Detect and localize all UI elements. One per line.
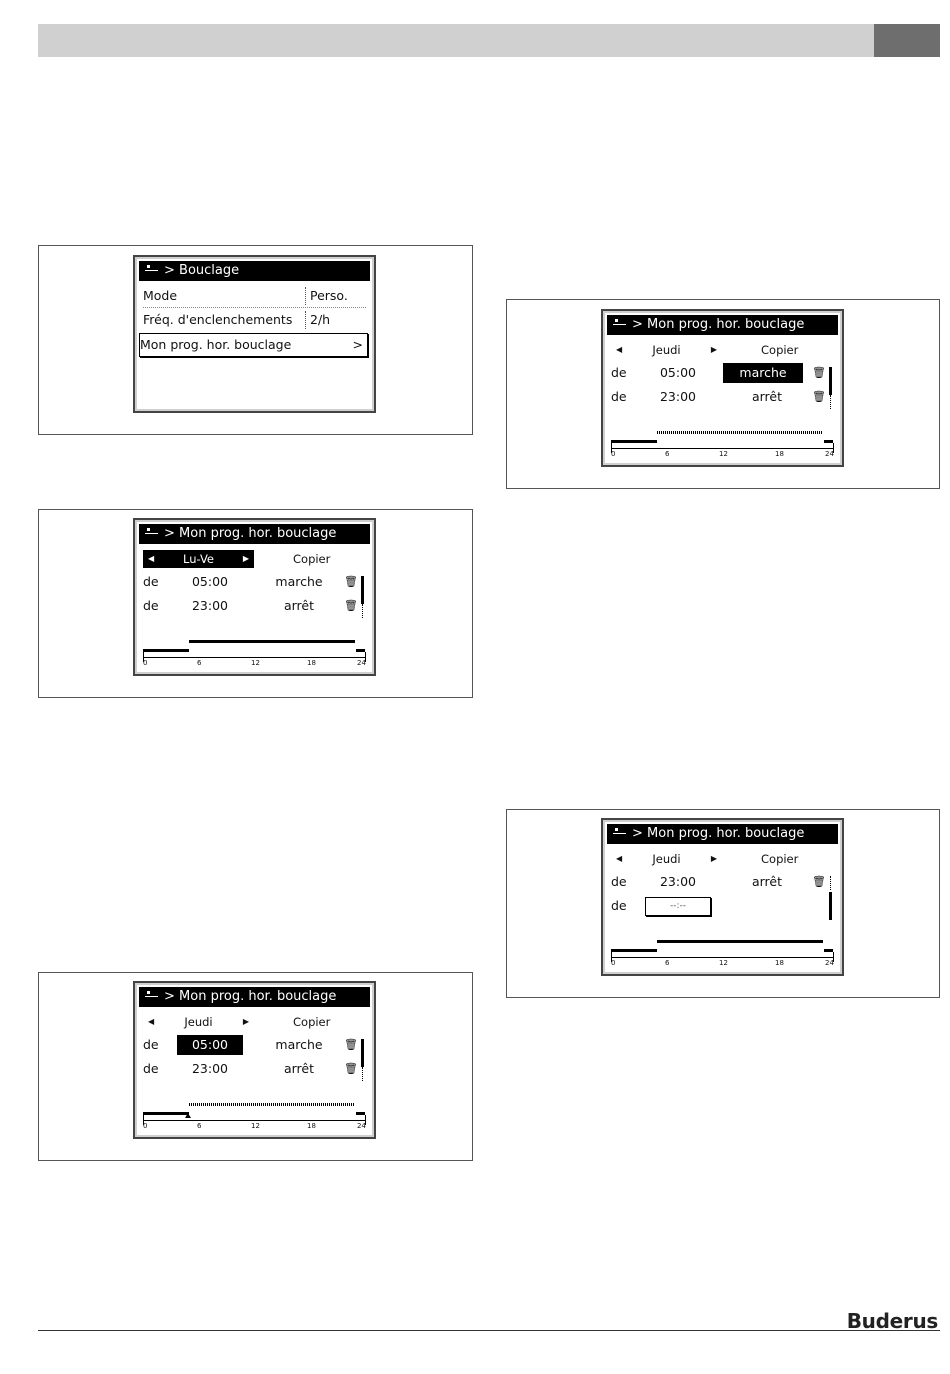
day-selector-row xyxy=(611,341,834,359)
footer-rule xyxy=(38,1330,940,1331)
tick-label: 24 xyxy=(825,959,834,967)
trash-icon[interactable]: 🗑 xyxy=(344,599,358,612)
tick-label: 18 xyxy=(307,659,316,667)
time-input[interactable]: --:-- xyxy=(645,897,711,916)
display-program xyxy=(601,309,844,467)
trash-icon[interactable]: 🗑 xyxy=(344,1038,358,1051)
menu-value: 2/h xyxy=(305,311,330,329)
timeline-axis xyxy=(611,448,834,449)
tick-label: 18 xyxy=(775,959,784,967)
scrollbar-thumb[interactable] xyxy=(361,1039,364,1067)
time-value[interactable]: 23:00 xyxy=(191,1061,229,1076)
triangle-left-icon[interactable]: ◀ xyxy=(148,1017,155,1026)
display-program xyxy=(133,981,376,1139)
title-text: > Mon prog. hor. bouclage xyxy=(632,317,805,332)
tick-label: 6 xyxy=(665,450,670,458)
tick-label: 24 xyxy=(825,450,834,458)
copy-button[interactable]: Copier xyxy=(293,1015,331,1029)
circulation-pump-icon xyxy=(613,827,629,837)
tick-label: 6 xyxy=(197,659,202,667)
timeline-on-segment xyxy=(824,949,833,952)
copy-button[interactable]: Copier xyxy=(293,552,331,566)
state-value[interactable]: marche xyxy=(275,574,323,589)
day-label: Jeudi xyxy=(652,343,681,357)
scrollbar-track xyxy=(830,395,832,409)
state-value[interactable]: marche xyxy=(275,1037,323,1052)
prefix-label: de xyxy=(143,598,159,613)
tick-label: 0 xyxy=(143,1122,148,1130)
display-program xyxy=(601,818,844,976)
timeline xyxy=(611,936,834,966)
trash-icon[interactable]: 🗑 xyxy=(812,366,826,379)
day-selector-row xyxy=(143,550,366,568)
screen-title xyxy=(139,524,370,544)
time-value[interactable]: 05:00 xyxy=(191,574,229,589)
timeline-on-segment xyxy=(143,1112,189,1115)
trash-icon[interactable]: 🗑 xyxy=(344,575,358,588)
switch-point-row[interactable] xyxy=(143,572,366,592)
tick-label: 12 xyxy=(719,959,728,967)
day-label: Jeudi xyxy=(184,1015,213,1029)
circulation-pump-icon xyxy=(145,990,161,1000)
circulation-pump-icon xyxy=(613,318,629,328)
day-selector[interactable] xyxy=(611,341,722,359)
figure-frame-bouclage xyxy=(38,245,473,435)
day-selector[interactable] xyxy=(143,1013,254,1031)
copy-button[interactable]: Copier xyxy=(761,343,799,357)
tick-label: 6 xyxy=(197,1122,202,1130)
tick-label: 6 xyxy=(665,959,670,967)
menu-label: Mon prog. hor. bouclage xyxy=(140,337,292,352)
copy-button[interactable]: Copier xyxy=(761,852,799,866)
prefix-label: de xyxy=(611,365,627,380)
chevron-right-icon: > xyxy=(352,337,363,352)
timeline xyxy=(143,1099,366,1129)
time-marker-icon xyxy=(185,1113,191,1118)
triangle-right-icon[interactable]: ▶ xyxy=(710,345,717,354)
day-selector-row xyxy=(611,850,834,868)
title-text: > Mon prog. hor. bouclage xyxy=(164,989,337,1004)
state-value-selected[interactable]: marche xyxy=(723,363,803,383)
state-value[interactable]: arrêt xyxy=(283,598,315,613)
timeline-axis xyxy=(143,1120,366,1121)
time-value-selected[interactable]: 05:00 xyxy=(177,1035,243,1055)
prefix-label: de xyxy=(611,874,627,889)
display-bouclage xyxy=(133,255,376,413)
screen-title xyxy=(607,824,838,844)
tick-label: 12 xyxy=(251,659,260,667)
menu-item-frequency[interactable] xyxy=(143,309,366,331)
trash-icon[interactable]: 🗑 xyxy=(344,1062,358,1075)
switch-point-row-new[interactable] xyxy=(611,896,834,916)
timeline-on-segment xyxy=(611,440,657,443)
tick-label: 12 xyxy=(251,1122,260,1130)
switch-point-row[interactable] xyxy=(611,387,834,407)
time-value[interactable]: 23:00 xyxy=(659,874,697,889)
scrollbar-track xyxy=(362,1067,364,1081)
time-value[interactable]: 23:00 xyxy=(659,389,697,404)
state-value[interactable]: arrêt xyxy=(283,1061,315,1076)
switch-point-row[interactable] xyxy=(143,1059,366,1079)
scrollbar-track xyxy=(830,876,832,890)
screen-title xyxy=(607,315,838,335)
tick-label: 0 xyxy=(611,450,616,458)
tick-label: 12 xyxy=(719,450,728,458)
triangle-right-icon[interactable]: ▶ xyxy=(242,1017,249,1026)
triangle-right-icon[interactable]: ▶ xyxy=(710,854,717,863)
switch-point-row[interactable] xyxy=(143,1035,366,1055)
header-bar xyxy=(38,24,874,57)
title-text: > Mon prog. hor. bouclage xyxy=(632,826,805,841)
menu-value: Perso. xyxy=(305,287,348,305)
timeline xyxy=(611,427,834,457)
menu-label: Mode xyxy=(143,288,178,303)
switch-point-row[interactable] xyxy=(143,596,366,616)
prefix-label: de xyxy=(143,1037,159,1052)
tick-label: 24 xyxy=(357,1122,366,1130)
timeline-day-bar xyxy=(189,640,355,643)
timeline-on-segment xyxy=(356,1112,365,1115)
trash-icon[interactable]: 🗑 xyxy=(812,390,826,403)
timeline-on-segment xyxy=(611,949,657,952)
circulation-pump-icon xyxy=(145,264,161,274)
scrollbar-thumb[interactable] xyxy=(829,367,832,395)
screen-title xyxy=(139,261,370,281)
figure-frame-jeudi-time xyxy=(38,972,473,1161)
trash-icon[interactable]: 🗑 xyxy=(812,875,826,888)
state-value[interactable]: arrêt xyxy=(751,874,783,889)
title-text: > Bouclage xyxy=(164,263,240,278)
day-selector-row xyxy=(143,1013,366,1031)
timeline-axis xyxy=(143,657,366,658)
tick-label: 18 xyxy=(775,450,784,458)
circulation-pump-icon xyxy=(145,527,161,537)
triangle-left-icon[interactable]: ◀ xyxy=(616,345,623,354)
title-text: > Mon prog. hor. bouclage xyxy=(164,526,337,541)
tick-label: 18 xyxy=(307,1122,316,1130)
prefix-label: de xyxy=(611,898,627,913)
state-value[interactable]: arrêt xyxy=(751,389,783,404)
figure-frame-jeudi-new xyxy=(506,809,940,998)
display-program xyxy=(133,518,376,676)
timeline-day-bar xyxy=(189,1103,355,1106)
switch-point-row[interactable] xyxy=(611,363,834,383)
time-value[interactable]: 05:00 xyxy=(659,365,697,380)
brand-logo: Buderus xyxy=(846,1309,938,1333)
timeline-axis xyxy=(611,957,834,958)
prefix-label: de xyxy=(143,574,159,589)
day-label: Jeudi xyxy=(652,852,681,866)
triangle-left-icon[interactable]: ◀ xyxy=(148,554,155,563)
scrollbar-track xyxy=(362,604,364,618)
triangle-right-icon[interactable]: ▶ xyxy=(242,554,249,563)
triangle-left-icon[interactable]: ◀ xyxy=(616,854,623,863)
day-label: Lu-Ve xyxy=(182,552,215,566)
menu-item-mode[interactable] xyxy=(143,285,366,308)
timeline-on-segment xyxy=(356,649,365,652)
switch-point-row[interactable] xyxy=(611,872,834,892)
screen-title xyxy=(139,987,370,1007)
timeline xyxy=(143,636,366,666)
timeline-day-bar xyxy=(657,940,823,943)
prefix-label: de xyxy=(143,1061,159,1076)
tick-label: 0 xyxy=(611,959,616,967)
tick-label: 24 xyxy=(357,659,366,667)
scrollbar-thumb[interactable] xyxy=(361,576,364,604)
menu-item-program[interactable] xyxy=(139,333,368,357)
figure-frame-jeudi-state xyxy=(506,299,940,489)
prefix-label: de xyxy=(611,389,627,404)
menu-label: Fréq. d'enclenchements xyxy=(143,312,293,327)
day-selector[interactable] xyxy=(611,850,722,868)
scrollbar-thumb[interactable] xyxy=(829,892,832,920)
timeline-on-segment xyxy=(143,649,189,652)
time-value[interactable]: 23:00 xyxy=(191,598,229,613)
timeline-day-bar xyxy=(657,431,823,434)
day-selector[interactable] xyxy=(143,550,254,568)
tick-label: 0 xyxy=(143,659,148,667)
figure-frame-luve xyxy=(38,509,473,698)
timeline-on-segment xyxy=(824,440,833,443)
chapter-tab xyxy=(874,24,940,57)
